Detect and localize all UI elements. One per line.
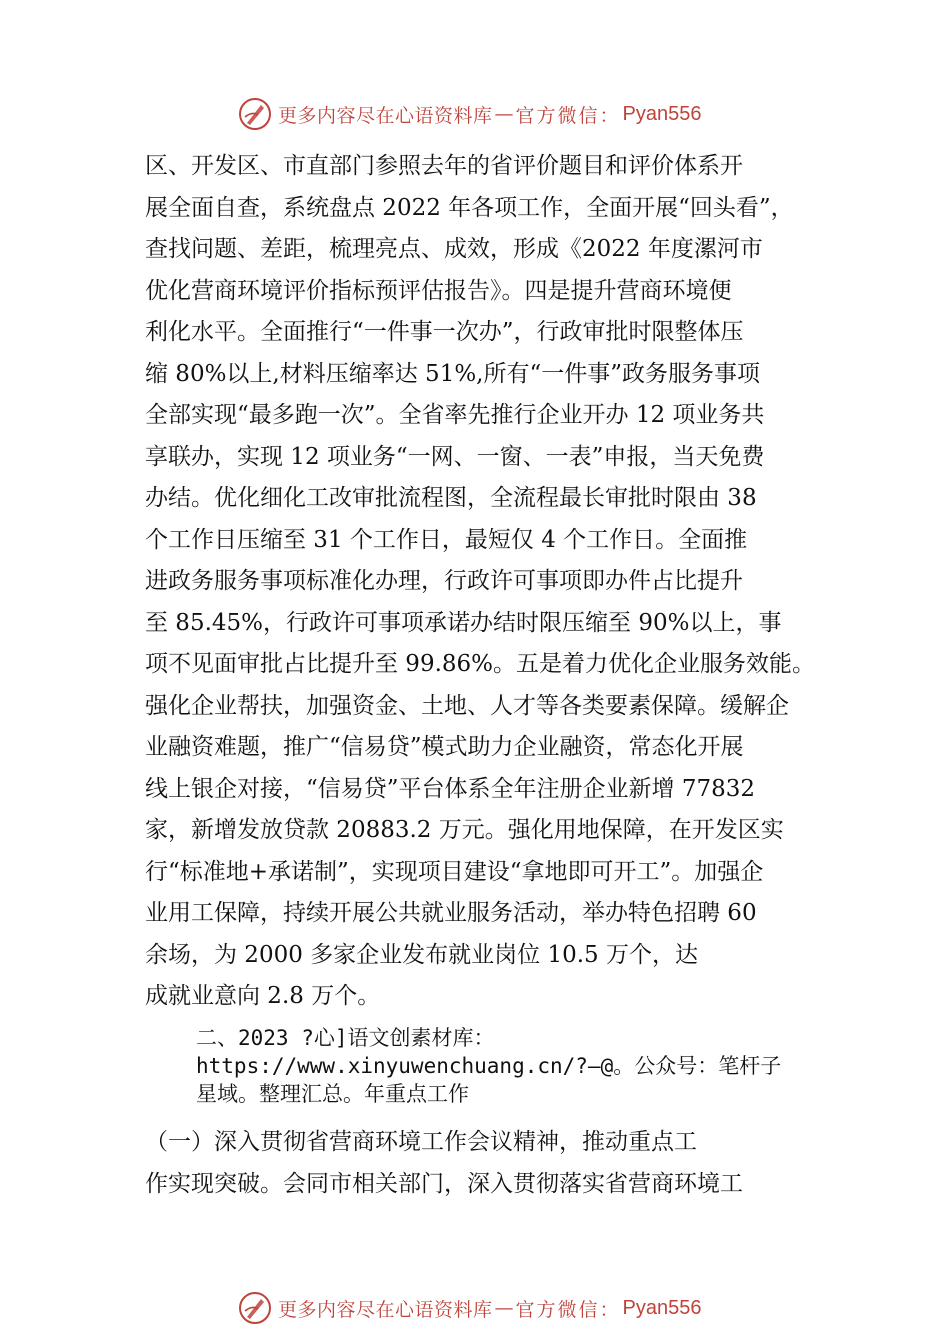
watermark-wechat-id: Pyan556 bbox=[622, 1296, 702, 1319]
watermark-official-label: 官方微信： bbox=[515, 1298, 621, 1321]
text-line: 余场，为 2000 多家企业发布就业岗位 10.5 万个，达 bbox=[145, 941, 698, 968]
quill-pen-logo-icon bbox=[238, 1291, 272, 1325]
section-heading bbox=[196, 1024, 846, 1108]
text-line: 个工作日压缩至 31 个工作日，最短仅 4 个工作日。全面推 bbox=[145, 526, 748, 553]
watermark-official-label: 官方微信： bbox=[515, 104, 621, 127]
text-line: 成就业意向 2.8 万个。 bbox=[145, 983, 381, 1009]
text-line: 家，新增发放贷款 20883.2 万元。强化用地保障，在开发区实 bbox=[145, 817, 784, 843]
text-line: 业融资难题，推广“信易贷”模式助力企业融资，常态化开展 bbox=[145, 734, 744, 760]
text-line: 全部实现“最多跑一次”。全省率先推行企业开办 12 项业务共 bbox=[145, 402, 765, 428]
main-paragraph bbox=[145, 146, 825, 1018]
text-line: 行“标准地+承诺制”，实现项目建设“拿地即可开工”。加强企 bbox=[145, 858, 764, 885]
text-line: 享联办，实现 12 项业务“一网、一窗、一表”申报，当天免费 bbox=[145, 443, 765, 470]
watermark-separator: — bbox=[494, 103, 514, 125]
text-line: 优化营商环境评价指标预评估报告》。四是提升营商环境便 bbox=[145, 277, 732, 304]
text-line: 至 85.45%，行政许可事项承诺办结时限压缩至 90%以上，事 bbox=[145, 609, 782, 636]
footer-watermark bbox=[238, 1288, 702, 1328]
text-line: 展全面自查，系统盘点 2022 年各项工作，全面开展“回头看”， bbox=[145, 194, 794, 221]
text-line: 利化水平。全面推行“一件事一次办”，行政审批时限整体压 bbox=[145, 319, 744, 345]
text-line: 项不见面审批占比提升至 99.86%。五是着力优化企业服务效能。 bbox=[145, 651, 816, 677]
text-line: 业用工保障，持续开展公共就业服务活动，举办特色招聘 60 bbox=[145, 900, 757, 926]
heading-line: 二、2023 ?心]语文创素材库： bbox=[196, 1026, 495, 1050]
header-watermark bbox=[238, 94, 702, 134]
section-paragraph bbox=[145, 1122, 825, 1205]
heading-line: https://www.xinyuwenchuang.cn/?—@。公众号：笔杆子 bbox=[196, 1054, 782, 1078]
text-line: 办结。优化细化工改审批流程图，全流程最长审批时限由 38 bbox=[145, 485, 757, 511]
watermark-wechat-id: Pyan556 bbox=[622, 102, 702, 125]
quill-pen-logo-icon bbox=[238, 97, 272, 131]
watermark-text: 更多内容尽在心语资料库 bbox=[278, 104, 493, 127]
text-line: 线上银企对接，“信易贷”平台体系全年注册企业新增 77832 bbox=[145, 775, 755, 802]
heading-line: 星域。整理汇总。年重点工作 bbox=[196, 1082, 469, 1106]
text-line: 查找问题、差距，梳理亮点、成效，形成《2022 年度漯河市 bbox=[145, 236, 763, 262]
text-line: 缩 80%以上,材料压缩率达 51%,所有“一件事”政务服务事项 bbox=[145, 360, 761, 387]
watermark-separator: — bbox=[494, 1297, 514, 1319]
text-line: 强化企业帮扶，加强资金、土地、人才等各类要素保障。缓解企 bbox=[145, 692, 789, 719]
text-line: 进政务服务事项标准化办理，行政许可事项即办件占比提升 bbox=[145, 568, 743, 594]
watermark-text: 更多内容尽在心语资料库 bbox=[278, 1298, 493, 1321]
text-line: 区、开发区、市直部门参照去年的省评价题目和评价体系开 bbox=[145, 153, 743, 179]
text-line: 作实现突破。会同市相关部门，深入贯彻落实省营商环境工 bbox=[145, 1170, 743, 1197]
text-line: （一）深入贯彻省营商环境工作会议精神，推动重点工 bbox=[145, 1129, 697, 1155]
